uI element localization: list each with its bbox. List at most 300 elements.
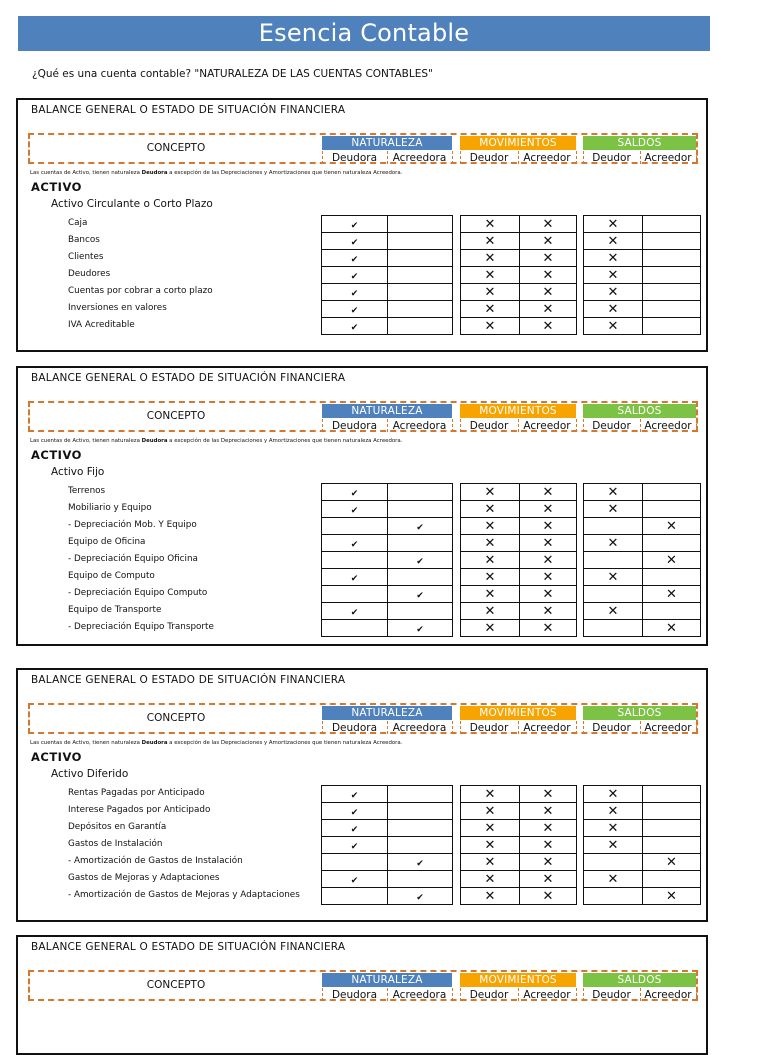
header-divider <box>576 988 577 1001</box>
table-cell <box>460 551 520 569</box>
cross-icon: ✕ <box>542 787 554 802</box>
table-cell <box>387 551 453 569</box>
header-divider <box>696 988 697 1001</box>
table-cell <box>519 836 577 854</box>
note-bold: Deudora <box>141 170 168 176</box>
account-label: Gastos de Mejoras y Adaptaciones <box>68 873 220 883</box>
naturaleza-header: NATURALEZA <box>322 404 452 418</box>
cross-icon: ✕ <box>542 570 554 585</box>
table-cell <box>321 887 388 905</box>
cross-icon: ✕ <box>607 804 619 819</box>
cross-icon: ✕ <box>607 838 619 853</box>
sub-header: Acreedora <box>392 420 447 432</box>
table-cell <box>519 266 577 284</box>
table-cell <box>583 870 643 888</box>
account-label: Interese Pagados por Anticipado <box>68 805 211 815</box>
table-cell <box>387 585 453 603</box>
cross-icon: ✕ <box>484 855 496 870</box>
cross-icon: ✕ <box>607 872 619 887</box>
intro-question: ¿Qué es una cuenta contable? "NATURALEZA DE LAS CUENTAS CONTABLES" <box>32 68 433 80</box>
table-cell <box>519 300 577 318</box>
cross-icon: ✕ <box>666 889 677 904</box>
table-cell <box>642 853 701 871</box>
cross-icon: ✕ <box>666 519 677 534</box>
cross-icon: ✕ <box>607 234 619 249</box>
check-icon: ✔ <box>350 238 359 248</box>
table-cell <box>642 887 701 905</box>
header-divider <box>322 151 323 164</box>
table-cell <box>519 551 577 569</box>
table-cell <box>387 785 453 803</box>
table-cell <box>583 500 643 518</box>
table-cell <box>460 785 520 803</box>
table-cell <box>460 232 520 250</box>
header-divider <box>452 721 453 734</box>
account-label: - Depreciación Equipo Transporte <box>68 622 214 632</box>
sub-header: Acreedor <box>644 152 692 164</box>
cross-icon: ✕ <box>484 604 496 619</box>
table-cell <box>583 249 643 267</box>
cross-icon: ✕ <box>666 553 677 568</box>
sub-header: Acreedor <box>523 152 571 164</box>
account-label: Equipo de Computo <box>68 571 155 581</box>
cross-icon: ✕ <box>484 268 496 283</box>
table-cell <box>519 232 577 250</box>
check-icon: ✔ <box>350 540 359 550</box>
table-cell <box>387 619 453 637</box>
table-cell <box>583 619 643 637</box>
account-label: Inversiones en valores <box>68 303 167 313</box>
cross-icon: ✕ <box>542 604 554 619</box>
check-icon: ✔ <box>350 791 359 801</box>
cross-icon: ✕ <box>484 519 496 534</box>
table-cell <box>583 887 643 905</box>
note-text: a excepción de las Depreciaciones y Amortizaciones que tienen naturaleza Acreedora. <box>167 438 403 444</box>
cross-icon: ✕ <box>484 889 496 904</box>
table-cell <box>321 568 388 586</box>
table-cell <box>519 619 577 637</box>
table-cell <box>321 619 388 637</box>
cross-icon: ✕ <box>542 302 554 317</box>
cross-icon: ✕ <box>607 604 619 619</box>
cross-icon: ✕ <box>542 485 554 500</box>
table-cell <box>583 300 643 318</box>
cross-icon: ✕ <box>484 502 496 517</box>
cross-icon: ✕ <box>484 838 496 853</box>
category-label: ACTIVO <box>31 750 82 764</box>
subcategory-label: Activo Fijo <box>51 466 105 478</box>
column-header-box <box>28 970 698 1001</box>
table-cell <box>387 517 453 535</box>
table-cell <box>321 517 388 535</box>
table-cell <box>583 517 643 535</box>
table-cell <box>387 887 453 905</box>
table-cell <box>642 819 701 837</box>
section-title: BALANCE GENERAL O ESTADO DE SITUACIÓN FINANCIERA <box>31 372 346 384</box>
table-cell <box>519 802 577 820</box>
account-label: Depósitos en Garantía <box>68 822 167 832</box>
page-banner: Esencia Contable <box>18 16 710 51</box>
table-cell <box>642 870 701 888</box>
table-cell <box>519 602 577 620</box>
header-divider <box>696 419 697 432</box>
cross-icon: ✕ <box>542 621 554 636</box>
table-cell <box>519 785 577 803</box>
column-header-box <box>28 703 698 734</box>
cross-icon: ✕ <box>484 872 496 887</box>
sub-header: Deudor <box>469 152 509 164</box>
account-label: Deudores <box>68 269 111 279</box>
cross-icon: ✕ <box>484 319 496 334</box>
header-divider <box>583 988 584 1001</box>
cross-icon: ✕ <box>484 621 496 636</box>
sub-header: Deudor <box>469 722 509 734</box>
concept-header: CONCEPTO <box>146 142 206 154</box>
table-cell <box>387 870 453 888</box>
sub-header: Acreedora <box>392 152 447 164</box>
table-cell <box>519 500 577 518</box>
note-text: a excepción de las Depreciaciones y Amortizaciones que tienen naturaleza Acreedora. <box>167 170 403 176</box>
table-cell <box>321 585 388 603</box>
concept-header: CONCEPTO <box>146 410 206 422</box>
cross-icon: ✕ <box>484 787 496 802</box>
table-cell <box>519 483 577 501</box>
sub-header: Acreedor <box>523 989 571 1001</box>
table-cell <box>460 483 520 501</box>
account-label: - Amortización de Gastos de Instalación <box>68 856 243 866</box>
header-divider <box>452 151 453 164</box>
table-cell <box>519 887 577 905</box>
movimientos-header: MOVIMIENTOS <box>460 404 576 418</box>
account-label: - Depreciación Equipo Computo <box>68 588 208 598</box>
cross-icon: ✕ <box>607 217 619 232</box>
sub-header: Deudor <box>592 722 631 734</box>
header-divider <box>322 419 323 432</box>
table-cell <box>642 619 701 637</box>
cross-icon: ✕ <box>607 268 619 283</box>
table-cell <box>460 870 520 888</box>
cross-icon: ✕ <box>666 855 677 870</box>
cross-icon: ✕ <box>542 821 554 836</box>
table-cell <box>387 283 453 301</box>
subcategory-label: Activo Circulante o Corto Plazo <box>51 198 213 210</box>
check-icon: ✔ <box>350 221 359 231</box>
table-cell <box>321 785 388 803</box>
table-cell <box>583 585 643 603</box>
header-divider <box>696 721 697 734</box>
check-icon: ✔ <box>350 574 359 584</box>
cross-icon: ✕ <box>607 821 619 836</box>
table-cell <box>387 568 453 586</box>
table-cell <box>583 317 643 335</box>
header-divider <box>518 988 519 1001</box>
table-cell <box>583 568 643 586</box>
table-cell <box>642 785 701 803</box>
header-divider <box>322 988 323 1001</box>
table-cell <box>519 283 577 301</box>
cross-icon: ✕ <box>484 536 496 551</box>
cross-icon: ✕ <box>542 838 554 853</box>
account-label: IVA Acreditable <box>68 320 135 330</box>
note-text: Las cuentas de Activo, tienen naturaleza <box>30 740 142 746</box>
cross-icon: ✕ <box>607 787 619 802</box>
table-cell <box>460 283 520 301</box>
check-icon: ✔ <box>350 808 359 818</box>
movimientos-header: MOVIMIENTOS <box>460 706 576 720</box>
cross-icon: ✕ <box>607 319 619 334</box>
check-icon: ✔ <box>416 557 424 567</box>
balance-section <box>16 668 708 922</box>
table-cell <box>321 819 388 837</box>
header-divider <box>452 988 453 1001</box>
account-label: Clientes <box>68 252 104 262</box>
table-cell <box>387 836 453 854</box>
table-cell <box>642 517 701 535</box>
table-cell <box>583 215 643 233</box>
cross-icon: ✕ <box>542 553 554 568</box>
table-cell <box>460 215 520 233</box>
cross-icon: ✕ <box>666 621 677 636</box>
table-cell <box>460 300 520 318</box>
cross-icon: ✕ <box>484 587 496 602</box>
table-cell <box>460 534 520 552</box>
category-label: ACTIVO <box>31 180 82 194</box>
table-cell <box>460 266 520 284</box>
cross-icon: ✕ <box>607 302 619 317</box>
table-cell <box>583 283 643 301</box>
table-cell <box>321 551 388 569</box>
note-text: a excepción de las Depreciaciones y Amortizaciones que tienen naturaleza Acreedora. <box>167 740 403 746</box>
cross-icon: ✕ <box>542 502 554 517</box>
cross-icon: ✕ <box>607 536 619 551</box>
subcategory-label: Activo Diferido <box>51 768 129 780</box>
table-cell <box>519 215 577 233</box>
column-header-box <box>28 401 698 432</box>
table-cell <box>583 836 643 854</box>
balance-section <box>16 98 708 352</box>
table-cell <box>642 317 701 335</box>
header-divider <box>583 721 584 734</box>
cross-icon: ✕ <box>542 285 554 300</box>
header-divider <box>576 419 577 432</box>
cross-icon: ✕ <box>542 268 554 283</box>
table-cell <box>321 249 388 267</box>
account-label: Terrenos <box>68 486 106 496</box>
check-icon: ✔ <box>350 306 359 316</box>
header-divider <box>460 151 461 164</box>
account-label: - Depreciación Equipo Oficina <box>68 554 198 564</box>
table-cell <box>387 802 453 820</box>
header-divider <box>387 721 388 734</box>
header-divider <box>322 721 323 734</box>
cross-icon: ✕ <box>484 234 496 249</box>
account-label: Equipo de Oficina <box>68 537 146 547</box>
header-divider <box>387 988 388 1001</box>
table-cell <box>642 568 701 586</box>
check-icon: ✔ <box>350 842 359 852</box>
header-divider <box>460 419 461 432</box>
header-divider <box>518 721 519 734</box>
table-cell <box>387 300 453 318</box>
cross-icon: ✕ <box>542 872 554 887</box>
table-cell <box>321 870 388 888</box>
header-divider <box>518 419 519 432</box>
table-cell <box>387 602 453 620</box>
table-cell <box>321 215 388 233</box>
cross-icon: ✕ <box>484 804 496 819</box>
table-cell <box>642 551 701 569</box>
saldos-header: SALDOS <box>583 973 696 987</box>
sub-header: Acreedor <box>644 722 692 734</box>
sub-header: Acreedora <box>392 989 447 1001</box>
sub-header: Acreedor <box>644 420 692 432</box>
header-divider <box>387 419 388 432</box>
cross-icon: ✕ <box>484 251 496 266</box>
table-cell <box>460 602 520 620</box>
balance-section <box>16 935 708 1055</box>
sub-header: Deudor <box>592 420 631 432</box>
table-cell <box>387 819 453 837</box>
concept-header: CONCEPTO <box>146 712 206 724</box>
sub-header: Acreedor <box>644 989 692 1001</box>
header-divider <box>518 151 519 164</box>
table-cell <box>387 534 453 552</box>
naturaleza-header: NATURALEZA <box>322 136 452 150</box>
sub-header: Deudora <box>331 722 378 734</box>
table-cell <box>642 266 701 284</box>
cross-icon: ✕ <box>542 234 554 249</box>
account-label: - Depreciación Mob. Y Equipo <box>68 520 197 530</box>
table-cell <box>387 500 453 518</box>
header-divider <box>460 721 461 734</box>
account-label: Mobiliario y Equipo <box>68 503 152 513</box>
table-cell <box>321 836 388 854</box>
table-cell <box>460 887 520 905</box>
cross-icon: ✕ <box>484 217 496 232</box>
table-cell <box>321 853 388 871</box>
table-cell <box>642 215 701 233</box>
table-cell <box>642 249 701 267</box>
check-icon: ✔ <box>350 608 359 618</box>
sub-header: Deudora <box>331 152 378 164</box>
table-cell <box>387 483 453 501</box>
table-cell <box>321 602 388 620</box>
table-cell <box>387 232 453 250</box>
table-cell <box>321 300 388 318</box>
table-cell <box>321 266 388 284</box>
table-cell <box>460 249 520 267</box>
check-icon: ✔ <box>350 323 359 333</box>
sub-header: Deudor <box>592 152 631 164</box>
table-cell <box>460 317 520 335</box>
note-bold: Deudora <box>141 740 168 746</box>
cross-icon: ✕ <box>542 217 554 232</box>
nature-note <box>30 740 402 746</box>
check-icon: ✔ <box>416 523 424 533</box>
table-cell <box>583 266 643 284</box>
header-divider <box>576 721 577 734</box>
table-cell <box>321 802 388 820</box>
check-icon: ✔ <box>350 289 359 299</box>
table-cell <box>519 534 577 552</box>
table-cell <box>583 819 643 837</box>
table-cell <box>642 534 701 552</box>
table-cell <box>321 500 388 518</box>
header-divider <box>460 988 461 1001</box>
table-cell <box>519 819 577 837</box>
cross-icon: ✕ <box>542 587 554 602</box>
table-cell <box>642 300 701 318</box>
cross-icon: ✕ <box>484 302 496 317</box>
cross-icon: ✕ <box>607 570 619 585</box>
saldos-header: SALDOS <box>583 404 696 418</box>
column-header-box <box>28 133 698 164</box>
sub-header: Deudor <box>469 420 509 432</box>
table-cell <box>642 585 701 603</box>
cross-icon: ✕ <box>484 285 496 300</box>
header-divider <box>387 151 388 164</box>
check-icon: ✔ <box>350 255 359 265</box>
table-cell <box>583 802 643 820</box>
table-cell <box>583 534 643 552</box>
table-cell <box>642 802 701 820</box>
table-cell <box>460 836 520 854</box>
table-cell <box>519 568 577 586</box>
table-cell <box>460 802 520 820</box>
cross-icon: ✕ <box>484 485 496 500</box>
concept-header: CONCEPTO <box>146 979 206 991</box>
table-cell <box>519 249 577 267</box>
table-cell <box>460 853 520 871</box>
header-divider <box>452 419 453 432</box>
table-cell <box>460 568 520 586</box>
cross-icon: ✕ <box>542 319 554 334</box>
movimientos-header: MOVIMIENTOS <box>460 973 576 987</box>
account-label: Gastos de Instalación <box>68 839 163 849</box>
account-label: Bancos <box>68 235 100 245</box>
cross-icon: ✕ <box>542 855 554 870</box>
check-icon: ✔ <box>350 825 359 835</box>
header-divider <box>583 419 584 432</box>
check-icon: ✔ <box>350 272 359 282</box>
cross-icon: ✕ <box>607 502 619 517</box>
cross-icon: ✕ <box>607 251 619 266</box>
header-divider <box>640 419 641 432</box>
table-cell <box>519 585 577 603</box>
cross-icon: ✕ <box>542 804 554 819</box>
sub-header: Deudor <box>469 989 509 1001</box>
header-divider <box>640 151 641 164</box>
table-cell <box>387 215 453 233</box>
table-cell <box>460 819 520 837</box>
category-label: ACTIVO <box>31 448 82 462</box>
header-divider <box>640 721 641 734</box>
sub-header: Acreedor <box>523 722 571 734</box>
cross-icon: ✕ <box>607 485 619 500</box>
account-label: Caja <box>68 218 88 228</box>
account-label: Rentas Pagadas por Anticipado <box>68 788 205 798</box>
table-cell <box>460 619 520 637</box>
header-divider <box>576 151 577 164</box>
section-title: BALANCE GENERAL O ESTADO DE SITUACIÓN FINANCIERA <box>31 104 346 116</box>
note-text: Las cuentas de Activo, tienen naturaleza <box>30 170 142 176</box>
check-icon: ✔ <box>416 591 424 601</box>
account-label: Cuentas por cobrar a corto plazo <box>68 286 213 296</box>
table-cell <box>583 551 643 569</box>
cross-icon: ✕ <box>484 553 496 568</box>
saldos-header: SALDOS <box>583 136 696 150</box>
table-cell <box>460 517 520 535</box>
